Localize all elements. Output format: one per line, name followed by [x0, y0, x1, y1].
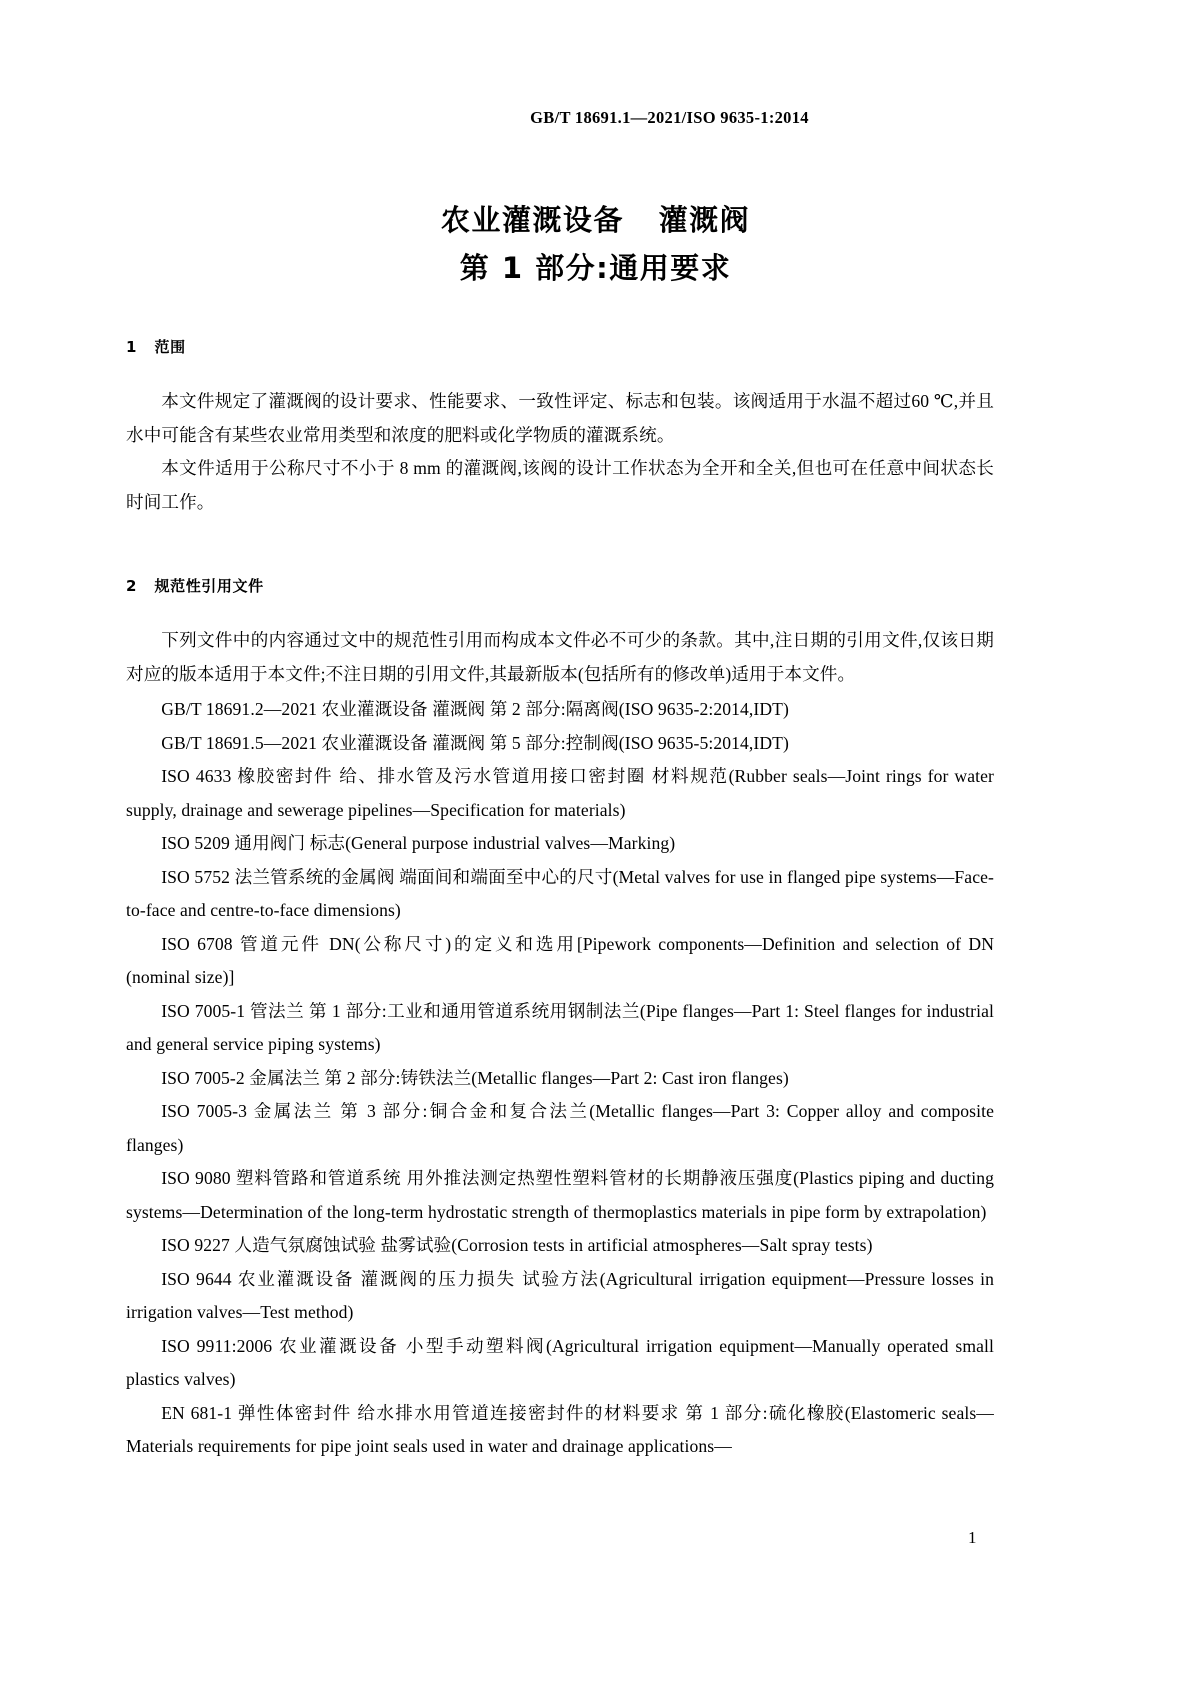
- clause-1-paragraph-1: 本文件规定了灌溉阀的设计要求、性能要求、一致性评定、标志和包装。该阀适用于水温不超过60 ℃,并且水中可能含有某些农业常用类型和浓度的肥料或化学物质的灌溉系统。: [126, 391, 994, 445]
- clause-1-heading: 1 范围: [126, 338, 186, 356]
- document-body: [126, 336, 994, 1464]
- reference-item: ISO 5752 法兰管系统的金属阀 端面间和端面至中心的尺寸(Metal valves for use in flanged pipe systems—Face-to-face and centre-to-face dimensions): [126, 866, 994, 920]
- reference-item: ISO 9227 人造气氛腐蚀试验 盐雾试验(Corrosion tests in artificial atmospheres—Salt spray tests): [161, 1235, 873, 1255]
- reference-item: ISO 4633 橡胶密封件 给、排水管及污水管道用接口密封圈 材料规范(Rubber seals—Joint rings for water supply, drainage and sewerage pipelines—Specification for materials): [126, 766, 994, 820]
- title-line-1: 农业灌溉设备 灌溉阀: [440, 203, 751, 237]
- running-header: [0, 108, 1191, 128]
- normative-references-list: [126, 693, 994, 1464]
- clause-1-paragraph-2: 本文件适用于公称尺寸不小于 8 mm 的灌溉阀,该阀的设计工作状态为全开和全关,但也可在任意中间状态长时间工作。: [126, 458, 994, 512]
- clause-2-heading: 2 规范性引用文件: [126, 577, 264, 595]
- clause-2-paragraph-1: 下列文件中的内容通过文中的规范性引用而构成本文件必不可少的条款。其中,注日期的引用文件,仅该日期对应的版本适用于本文件;不注日期的引用文件,其最新版本(包括所有的修改单)适用于本文件。: [126, 630, 994, 684]
- reference-item: ISO 5209 通用阀门 标志(General purpose industrial valves—Marking): [161, 833, 676, 853]
- title-line-2: 第 1 部分:通用要求: [459, 251, 732, 285]
- page-number: 1: [968, 1528, 977, 1547]
- document-title: [0, 198, 1191, 291]
- reference-item: EN 681-1 弹性体密封件 给水排水用管道连接密封件的材料要求 第 1 部分:硫化橡胶(Elastomeric seals—Materials requirements for pipe joint seals used in water and drainage applications—: [126, 1402, 994, 1456]
- reference-item: GB/T 18691.2—2021 农业灌溉设备 灌溉阀 第 2 部分:隔离阀(ISO 9635-2:2014,IDT): [161, 699, 789, 719]
- reference-item: ISO 9080 塑料管路和管道系统 用外推法测定热塑性塑料管材的长期静液压强度(Plastics piping and ducting systems—Determination of the long-term hydrostatic strength of thermoplastics materials in pipe form by extrapolation): [126, 1168, 994, 1222]
- reference-item: GB/T 18691.5—2021 农业灌溉设备 灌溉阀 第 5 部分:控制阀(ISO 9635-5:2014,IDT): [161, 732, 789, 753]
- reference-item: ISO 9644 农业灌溉设备 灌溉阀的压力损失 试验方法(Agricultural irrigation equipment—Pressure losses in irrigation valves—Test method): [126, 1268, 994, 1322]
- reference-item: ISO 6708 管道元件 DN(公称尺寸)的定义和选用[Pipework components—Definition and selection of DN (nominal size)]: [126, 933, 994, 987]
- standard-number: GB/T 18691.1—2021/ISO 9635-1:2014: [530, 108, 809, 127]
- reference-item: ISO 7005-3 金属法兰 第 3 部分:铜合金和复合法兰(Metallic flanges—Part 3: Copper alloy and composite flanges): [126, 1101, 994, 1155]
- reference-item: ISO 7005-2 金属法兰 第 2 部分:铸铁法兰(Metallic flanges—Part 2: Cast iron flanges): [161, 1067, 789, 1088]
- reference-item: ISO 9911:2006 农业灌溉设备 小型手动塑料阀(Agricultural irrigation equipment—Manually operated small plastics valves): [126, 1335, 994, 1389]
- reference-item: ISO 7005-1 管法兰 第 1 部分:工业和通用管道系统用钢制法兰(Pipe flanges—Part 1: Steel flanges for industrial and general service piping systems): [126, 1000, 994, 1054]
